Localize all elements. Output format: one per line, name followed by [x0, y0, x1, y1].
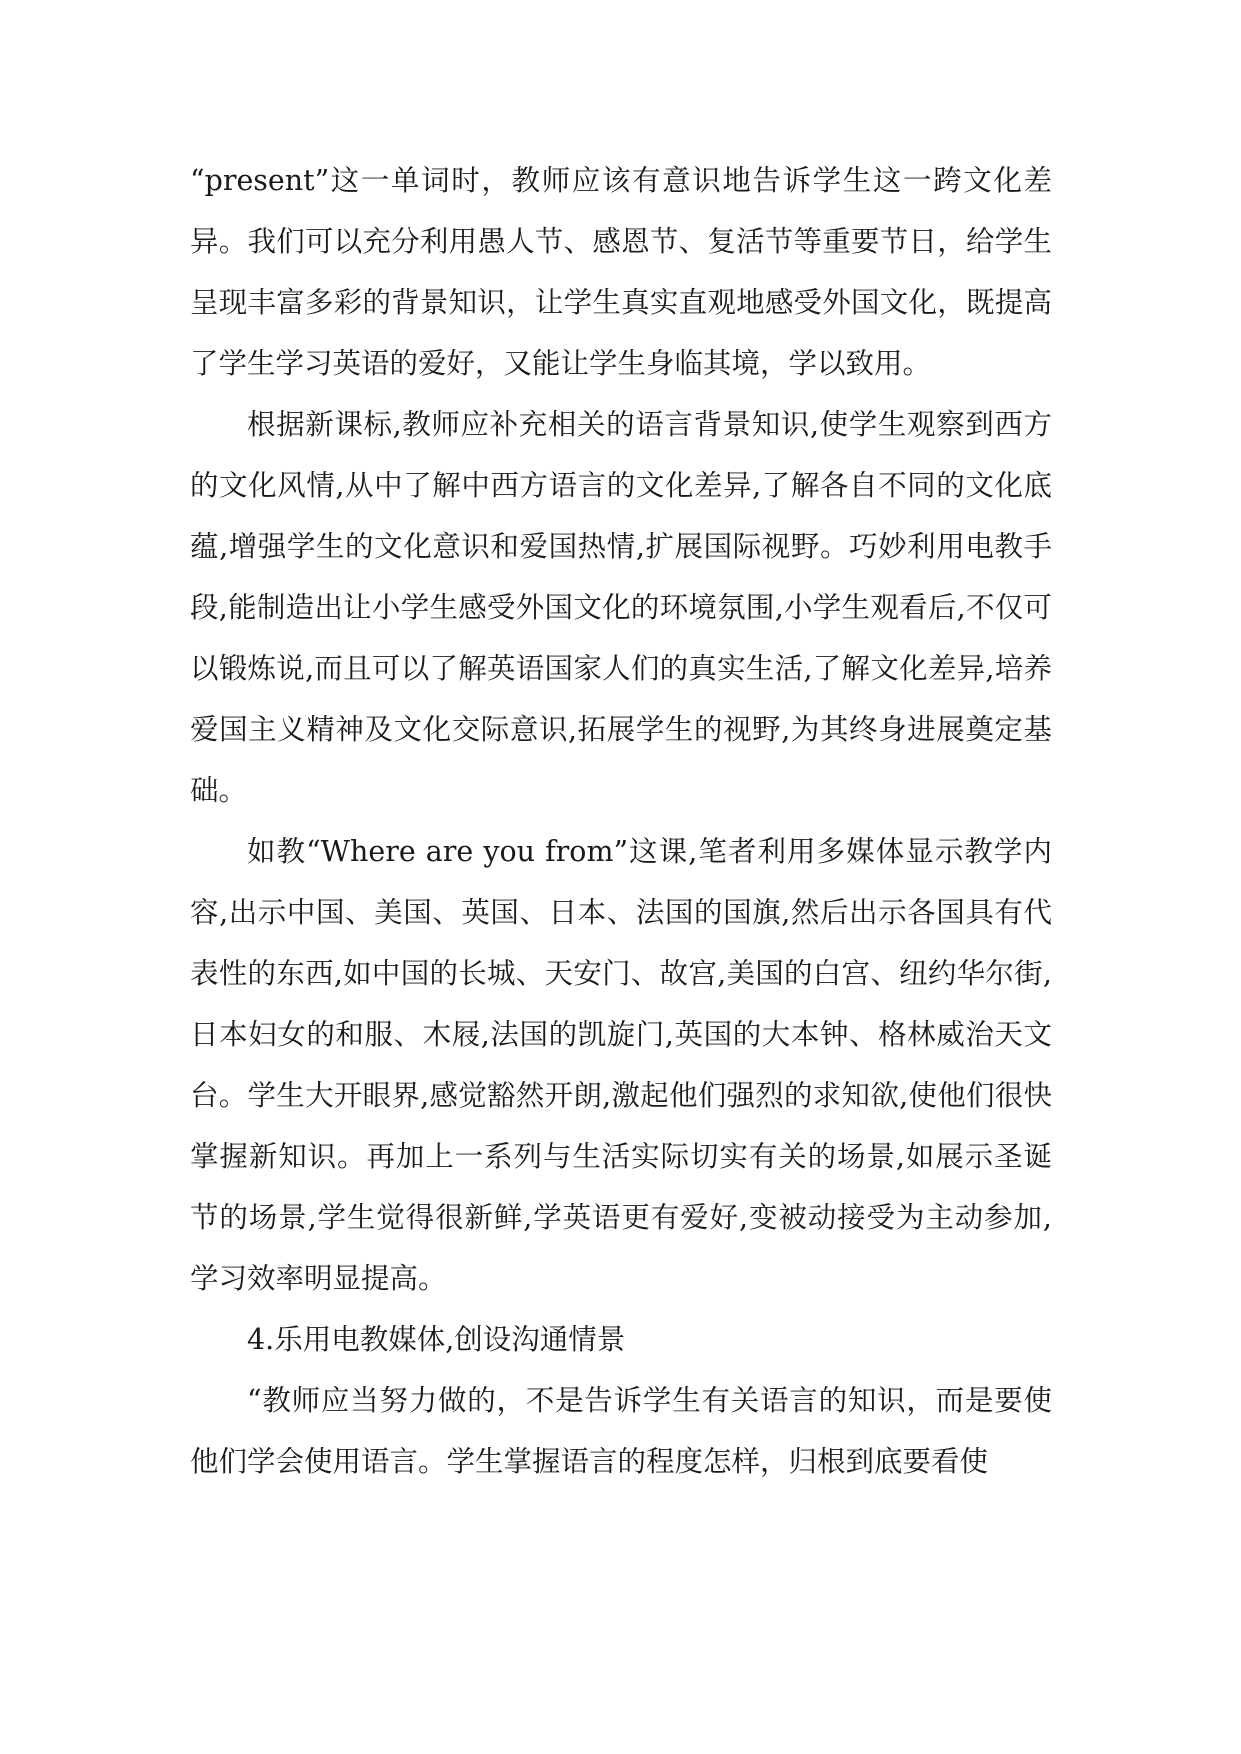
paragraph-where-are-you-from: 如教“Where are you from”这课,笔者利用多媒体显示教学内容,出示中国、美国、英国、日本、法国的国旗,然后出示各国具有代表性的东西,如中国的长城、天安门、故宫,美国的白宫、纽约华尔街,日本妇女的和服、木屐,法国的凯旋门,英国的大本钟、格林威治天文台。学生大开眼界,感觉豁然开朗,激起他们强烈的求知欲,使他们很快掌握新知识。再加上一系列与生活实际切实有关的场景,如展示圣诞节的场景,学生觉得很新鲜,学英语更有爱好,变被动接受为主动参加,学习效率明显提高。: [190, 835, 1052, 1295]
paragraph-new-curriculum: 根据新课标,教师应补充相关的语言背景知识,使学生观察到西方的文化风情,从中了解中西方语言的文化差异,了解各自不同的文化底蕴,增强学生的文化意识和爱国热情,扩展国际视野。巧妙利用电教手段,能制造出让小学生感受外国文化的环境氛围,小学生观看后,不仅可以锻炼说,而且可以了解英语国家人们的真实生活,了解文化差异,培养爱国主义精神及文化交际意识,拓展学生的视野,为其终身进展奠定基础。: [190, 408, 1052, 807]
paragraph-continuation: “present”这一单词时，教师应该有意识地告诉学生这一跨文化差异。我们可以充分利用愚人节、感恩节、复活节等重要节日，给学生呈现丰富多彩的背景知识，让学生真实直观地感受外国文化，既提高了学生学习英语的爱好，又能让学生身临其境，学以致用。: [190, 164, 1052, 380]
paragraph-quote: “教师应当努力做的，不是告诉学生有关语言的知识，而是要使他们学会使用语言。学生掌握语言的程度怎样，归根到底要看使: [190, 1384, 1052, 1478]
document-body: [190, 150, 1052, 1492]
section-heading: 4.乐用电教媒体,创设沟通情景: [247, 1323, 626, 1356]
